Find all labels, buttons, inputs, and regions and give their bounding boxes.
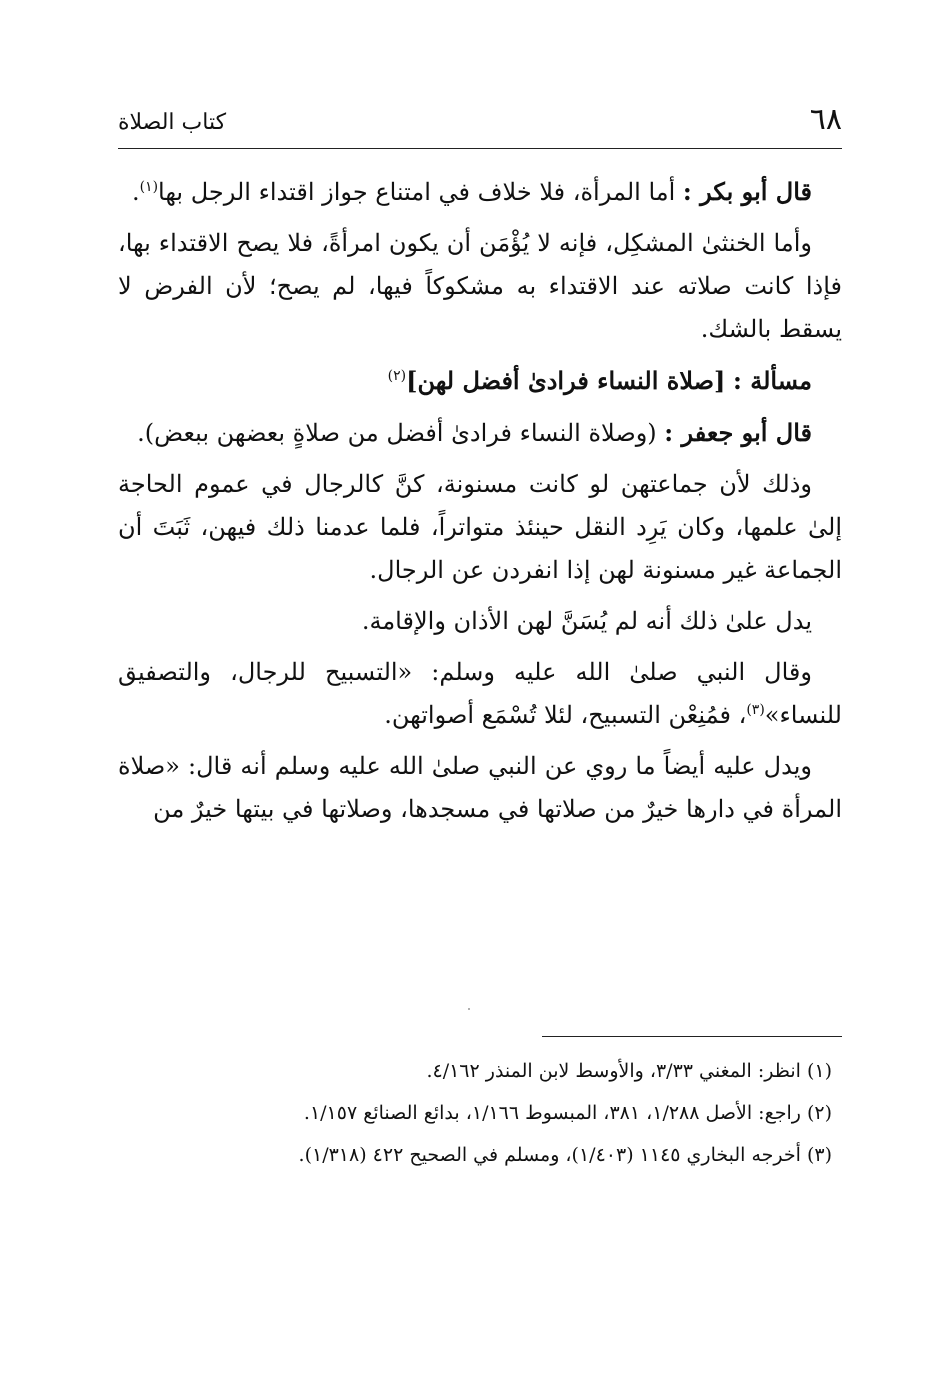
paragraph-text: وذلك لأن جماعتهن لو كانت مسنونة، كنَّ كالرجال في عموم الحاجة إلىٰ علمها، وكان يَرِد النقل حينئذ متواتراً، فلما عدمنا ذلك فيهن، ثَبَتَ أن الجماعة غير مسنونة لهن إذا انفردن عن الرجال. — [118, 470, 842, 584]
paragraph — [118, 651, 842, 737]
footnote-divider — [542, 1036, 842, 1037]
paragraph — [118, 463, 842, 592]
page-number: ٦٨ — [809, 102, 842, 137]
header-divider — [118, 148, 842, 149]
paragraph — [118, 600, 842, 643]
paragraph-text: ويدل عليه أيضاً ما روي عن النبي صلىٰ الله عليه وسلم أنه قال: «صلاة المرأة في دارها خيرٌ من صلاتها في مسجدها، وصلاتها في بيتها خيرٌ من — [118, 752, 842, 823]
footnote: (٣) أخرجه البخاري ١١٤٥ (١/٤٠٣)، ومسلم في الصحيح ٤٢٢ (١/٣١٨). — [298, 1144, 832, 1166]
paragraph-lead: قال أبو بكر : — [682, 177, 812, 206]
footnote-ref: (١) — [139, 179, 159, 195]
paragraph — [118, 745, 842, 831]
paragraph-text: وأما الخنثىٰ المشكِل، فإنه لا يُؤْمَن أن يكون امرأةً، فلا يصح الاقتداء بها، فإذا كانت صلاته عند الاقتداء به مشكوكاً فيها، لم يصح؛ لأن الفرض لا يسقط بالشك. — [118, 229, 842, 343]
paragraph-text: يدل علىٰ ذلك أنه لم يُسَنَّ لهن الأذان والإقامة. — [361, 607, 812, 635]
paragraph-text: وقال النبي صلىٰ الله عليه وسلم: «التسبيح للرجال، والتصفيق للنساء» — [118, 658, 842, 729]
footnote-ref: (٣) — [746, 702, 765, 718]
body-text — [118, 170, 842, 839]
footnotes — [118, 1052, 842, 1178]
paragraph-text-after: ، فمُنِعْن التسبيح، لئلا تُسْمَع أصواتهن. — [384, 701, 747, 729]
footnote-ref: (٢) — [387, 368, 407, 384]
paragraph-text: (وصلاة النساء فرادىٰ أفضل من صلاةٍ بعضهن ببعض). — [137, 419, 665, 447]
footnote: (١) انظر: المغني ٣/٣٣، والأوسط لابن المنذر ٤/١٦٢. — [426, 1060, 832, 1082]
paragraph-text-after: . — [131, 178, 140, 206]
footnote: (٢) راجع: الأصل ١/٢٨٨، ٣٨١، المبسوط ١/١٦٦، بدائع الصنائع ١/١٥٧. — [303, 1102, 832, 1124]
paragraph — [118, 170, 842, 214]
paragraph-lead: قال أبو جعفر : — [664, 418, 812, 447]
running-header — [118, 100, 842, 148]
paragraph-text: أما المرأة، فلا خلاف في امتناع جواز اقتداء الرجل بها — [158, 178, 683, 206]
issue-title: [صلاة النساء فرادىٰ أفضل لهن] — [406, 366, 726, 395]
paragraph — [118, 222, 842, 351]
issue-label: مسألة : — [733, 366, 812, 395]
paragraph — [118, 411, 842, 455]
speck-mark — [468, 1008, 470, 1010]
issue-heading — [118, 359, 842, 403]
section-title: كتاب الصلاة — [118, 110, 227, 135]
